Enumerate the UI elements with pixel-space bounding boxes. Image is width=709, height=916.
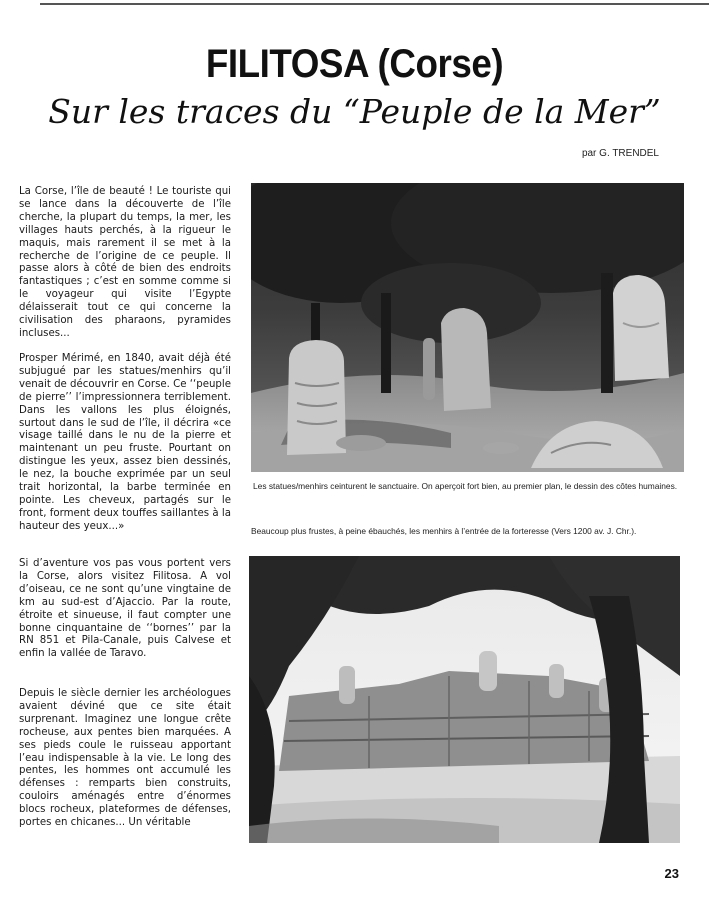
photo-fortress-entrance [249,556,680,843]
top-rule [40,3,709,5]
photo2-caption: Beaucoup plus frustes, à peine ébauchés, les menhirs à l’entrée de la forteresse (Vers 1200 av. J. Chr.). [251,526,637,536]
photo-statue-menhirs [251,183,684,472]
article-subtitle: Sur les traces du “Peuple de la Mer” [48,92,661,131]
body-paragraph: Prosper Mérimé, en 1840, avait déjà été subjugué par les statues/menhirs qu’il venait de découvrir en Corse. Ce ‘‘peuple de pierre’’ l’impressionnera terriblement. Dans les vallons les plus éloignés, surtout dans le sud de l’île, il décrira «ce visage taillé dans le nu de la pierre et maintenant un peu fruste. Pourtant on distingue les yeux, assez bien dessinés, le nez, la bouche exprimée par un seul trait horizontal, la barbe terminée en pointe. Les cheveux, partagés sur le front, forment deux touffes saillantes à la hauteur des yeux...» [19,353,231,532]
body-paragraph: Si d’aventure vos pas vous portent vers la Corse, alors visitez Filitosa. A vol d’oiseau, ce ne sont qu’une vingtaine de km au sud-est d’Ajaccio. Par la route, étroite et sinueuse, il faut compter une bonne cinquantaine de ‘‘bornes’’ par la RN 851 et Pila-Canale, puis Calvese et enfin la vallée de Taravo. [19,558,231,660]
article-title: FILITOSA (Corse) [205,42,504,86]
photo1-caption: Les statues/menhirs ceinturent le sanctuaire. On aperçoit fort bien, au premier plan, le dessin des côtes humaines. [253,481,678,491]
body-paragraph: Depuis le siècle dernier les archéologues avaient déviné que ce site était surprenant. Imaginez une longue crête rocheuse, aux pentes bien marquées. A ses pieds coule le ruisseau apportant l’eau indispensable à la vie. Le long des pentes, les hommes ont accumulé les défenses : remparts bien construits, couloirs aménagés entre d’énormes blocs rocheux, plateformes de défenses, portes en chicanes... Un véritable [19,688,231,829]
page-number: 23 [664,866,679,881]
body-paragraph: La Corse, l’île de beauté ! Le touriste qui se lance dans la découverte de l’île cherche, la plupart du temps, la mer, les villages hauts perchés, à la rigueur le maquis, mais rarement il se met à la recherche de l’origine de ce peuple. Il passe alors à côté de bien des endroits fantastiques ; c’est en somme comme si le voyageur qui visite l’Egypte délaisserait tout ce qui concerne la civilisation des pharaons, pyramides incluses... [19,186,231,339]
author-byline: par G. TRENDEL [581,148,659,159]
